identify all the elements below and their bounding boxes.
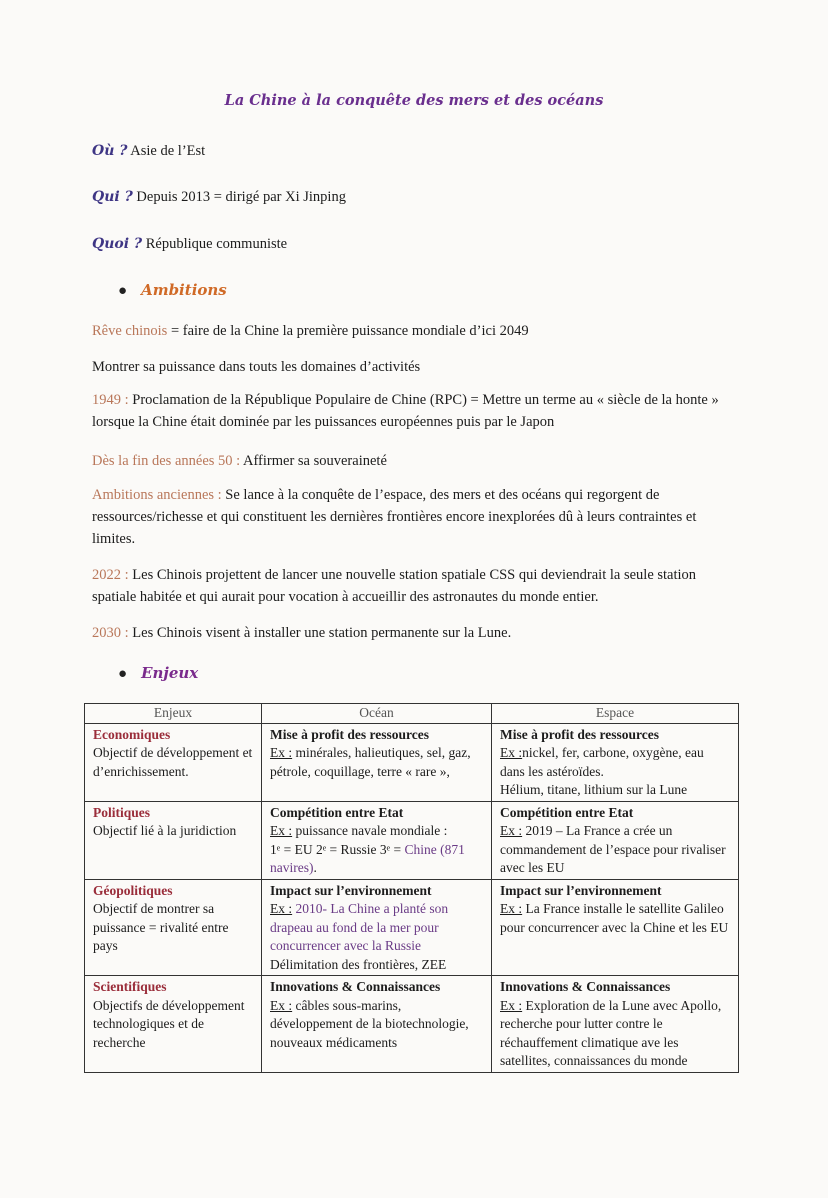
enjeux-heading: ● Enjeux xyxy=(118,664,199,682)
intro-label: Quoi ? xyxy=(92,236,143,252)
table-cell: Impact sur l’environnement Ex : 2010- La Chine a planté son drapeau au fond de la mer pour concurrencer avec la Russie Délimitation des frontières, ZEE xyxy=(262,879,492,976)
bullet-icon: ● xyxy=(118,666,128,682)
column-header: Océan xyxy=(262,704,492,724)
para-2030: 2030 : Les Chinois visent à installer une station permanente sur la Lune. xyxy=(92,625,512,641)
bullet-icon: ● xyxy=(118,283,128,299)
intro-value: République communiste xyxy=(145,236,288,252)
intro-value: Asie de l’Est xyxy=(130,143,206,159)
para-ambitions-anciennes: Ambitions anciennes : Se lance à la conquête de l’espace, des mers et des océans qui regorgent de ressources/richesse et qui constituent les dernières frontières encore inexplorées dû à leurs contraintes et limites. xyxy=(92,487,697,547)
para-2022: 2022 : Les Chinois projettent de lancer une nouvelle station spatiale CSS qui deviendrait la seule station spatiale habitée et qui aurait pour vocation à accueillir des astronautes du monde entier. xyxy=(92,567,697,605)
table-cell: Economiques Objectif de développement et d’enrichissement. xyxy=(85,723,262,801)
table-header-row xyxy=(85,704,739,724)
table-row xyxy=(85,723,739,801)
para-1949: 1949 : Proclamation de la République Populaire de Chine (RPC) = Mettre un terme au « siècle de la honte » lorsque la Chine était dominée par les puissances européennes puis par le Japon xyxy=(92,392,719,430)
intro-value: Depuis 2013 = dirigé par Xi Jinping xyxy=(136,189,346,205)
enjeux-table xyxy=(84,703,739,1073)
table-cell: Innovations & Connaissances Ex : câbles sous-marins, développement de la biotechnologie, nouveaux médicaments xyxy=(262,976,492,1073)
table-row xyxy=(85,976,739,1073)
reve-chinois: Rêve chinois = faire de la Chine la première puissance mondiale d’ici 2049 xyxy=(92,323,529,339)
table-cell: Impact sur l’environnement Ex : La France installe le satellite Galileo pour concurrencer avec la Chine et les EU xyxy=(492,879,739,976)
table-cell: Politiques Objectif lié à la juridiction xyxy=(85,801,262,879)
table-cell: Mise à profit des ressources Ex :nickel, fer, carbone, oxygène, eau dans les astéroïdes. Hélium, titane, lithium sur la Lune xyxy=(492,723,739,801)
intro-label: Qui ? xyxy=(92,189,133,205)
table-cell: Géopolitiques Objectif de montrer sa puissance = rivalité entre pays xyxy=(85,879,262,976)
intro-what xyxy=(92,236,287,253)
table-cell: Scientifiques Objectifs de développement technologiques et de recherche xyxy=(85,976,262,1073)
table-row xyxy=(85,879,739,976)
intro-where xyxy=(92,143,205,160)
table-cell: Innovations & Connaissances Ex : Exploration de la Lune avec Apollo, recherche pour lutter contre le réchauffement climatique ave les satellites, connaissances du monde xyxy=(492,976,739,1073)
montrer-puissance: Montrer sa puissance dans touts les domaines d’activités xyxy=(92,359,421,375)
table-cell: Compétition entre Etat Ex : puissance navale mondiale : 1ᵉ = EU 2ᵉ = Russie 3ᵉ = Chine (871 navires). xyxy=(262,801,492,879)
column-header: Enjeux xyxy=(85,704,262,724)
column-header: Espace xyxy=(492,704,739,724)
ambitions-heading: ● Ambitions xyxy=(118,281,227,299)
para-fin-50: Dès la fin des années 50 : Affirmer sa souveraineté xyxy=(92,453,387,469)
table-cell: Mise à profit des ressources Ex : minérales, halieutiques, sel, gaz, pétrole, coquillage, terre « rare », xyxy=(262,723,492,801)
table-cell: Compétition entre Etat Ex : 2019 – La France a crée un commandement de l’espace pour rivaliser avec les EU xyxy=(492,801,739,879)
intro-label: Où ? xyxy=(92,143,128,159)
intro-who xyxy=(92,189,346,206)
page-title: La Chine à la conquête des mers et des océans xyxy=(224,92,604,109)
table-row xyxy=(85,801,739,879)
